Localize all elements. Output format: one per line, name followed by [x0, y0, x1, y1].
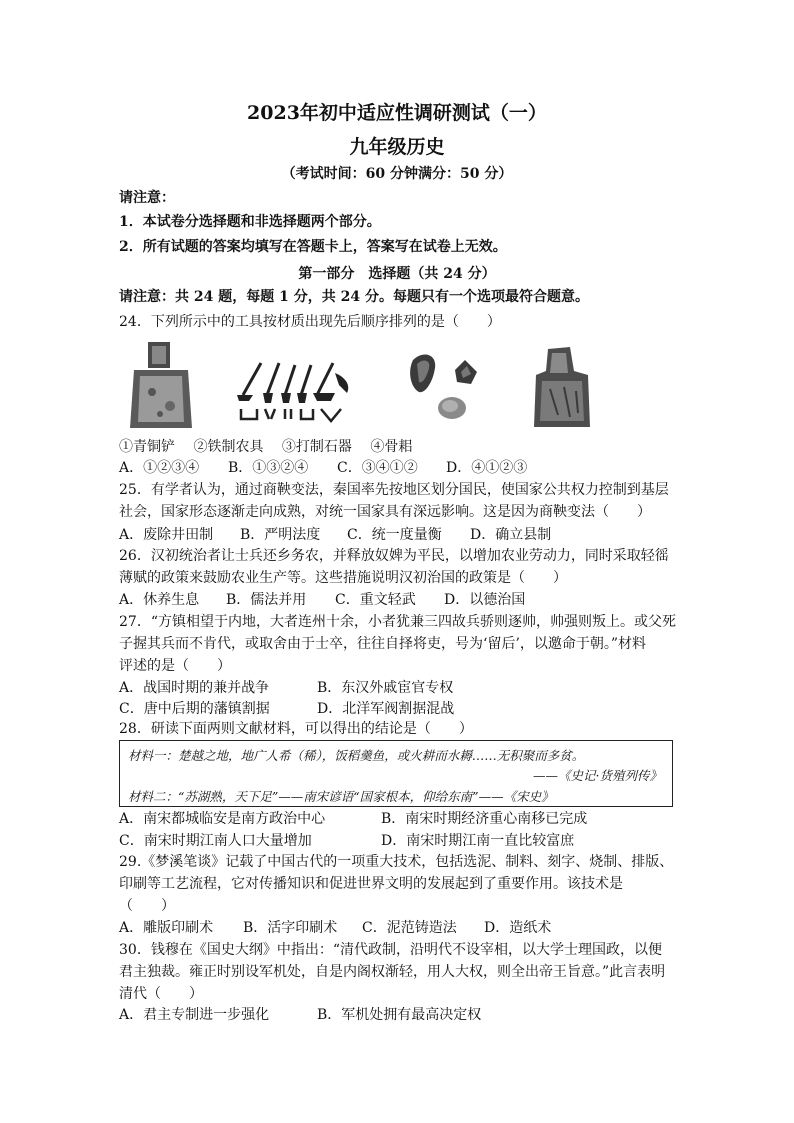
- iron-tools-image: [235, 355, 355, 425]
- q24-option-a[interactable]: A．①②③④: [119, 460, 200, 476]
- q30-line-2: 君主独裁。雍正时别设军机处，自是内阁权渐轻，用人大权，则全出帝王旨意。”此言表明: [119, 964, 666, 980]
- q27-option-c[interactable]: C．唐中后期的藩镇割据: [119, 701, 270, 717]
- q29-line-1: 29.《梦溪笔谈》记载了中国古代的一项重大技术，包括选泥、制料、刻字、烧制、排版、: [119, 854, 674, 870]
- q28-option-c[interactable]: C．南宋时期江南人口大量增加: [119, 833, 312, 849]
- q30-line-3: 清代（ ）: [119, 986, 203, 1002]
- exam-info: （考试时间：60 分钟满分：50 分）: [281, 166, 513, 182]
- q29-option-a[interactable]: A．雕版印刷术: [119, 920, 214, 936]
- q28-material-2: 材料二：“苏湖熟，天下足”——南宋谚语“国家根本，仰给东南”——《宋史》: [128, 789, 554, 804]
- bronze-spade-image: [130, 340, 200, 432]
- q25-line-2: 社会，国家形态逐渐走向成熟，对统一国家具有深远影响。这是因为商鞅变法（ ）: [119, 504, 651, 520]
- q25-option-b[interactable]: B．严明法度: [240, 527, 321, 543]
- notice-heading: 请注意：: [119, 190, 175, 206]
- q25-line-1: 25．有学者认为，通过商鞅变法，秦国率先按地区划分国民，使国家公共权力控制到基层: [119, 482, 669, 498]
- q27-line-2: 子握其兵而不肯代，或取舍由于士卒，往往自择将吏，号为‘留后’，以邀命于朝。”材料: [119, 636, 647, 652]
- q30-option-a[interactable]: A．君主专制进一步强化: [119, 1007, 270, 1023]
- q27-option-a[interactable]: A．战国时期的兼并战争: [119, 680, 270, 696]
- q29-line-3: （ ）: [119, 898, 175, 914]
- exam-title: 2023年初中适应性调研测试（一）: [247, 102, 547, 124]
- q27-option-d[interactable]: D．北洋军阀割据混战: [317, 701, 455, 717]
- q26-line-2: 薄赋的政策来鼓励农业生产等。这些措施说明汉初治国的政策是（ ）: [119, 570, 567, 586]
- q28-option-b[interactable]: B．南宋时期经济重心南移已完成: [381, 811, 588, 827]
- q30-line-1: 30．钱穆在《国史大纲》中指出：“清代政制，沿明代不设宰相，以大学士理国政，以便: [119, 942, 662, 958]
- q26-line-1: 26．汉初统治者让士兵还乡务农，并释放奴婢为平民，以增加农业劳动力，同时采取轻徭: [119, 548, 669, 564]
- q25-option-c[interactable]: C．统一度量衡: [347, 527, 442, 543]
- q28-option-a[interactable]: A．南宋都城临安是南方政治中心: [119, 811, 326, 827]
- stone-tools-image: [405, 350, 490, 422]
- q26-option-c[interactable]: C．重文轻武: [335, 592, 416, 608]
- q28-material-1: 材料一：楚越之地，地广人希（稀），饭稻羹鱼，或火耕而水耨……无积聚而多贫。: [128, 748, 585, 763]
- bone-spade-image: [530, 345, 594, 430]
- q24-captions: ①青铜铲 ②铁制农具 ③打制石器 ④骨耜: [119, 439, 413, 455]
- q25-option-d[interactable]: D．确立县制: [470, 527, 552, 543]
- q28-material-1-source: ——《史记·货殖列传》: [533, 768, 662, 783]
- notice-item-2: 2．所有试题的答案均填写在答题卡上，答案写在试卷上无效。: [119, 239, 507, 255]
- q28-option-d[interactable]: D．南宋时期江南一直比较富庶: [381, 833, 575, 849]
- q27-line-1: 27．“方镇相望于内地，大者连州十余，小者犹兼三四故兵骄则逐帅，帅强则叛上。或父死: [119, 614, 676, 630]
- q24-option-c[interactable]: C．③④①②: [337, 460, 418, 476]
- exam-subject: 九年级历史: [349, 136, 445, 158]
- q24-option-b[interactable]: B．①③②④: [228, 460, 309, 476]
- q25-option-a[interactable]: A．废除井田制: [119, 527, 214, 543]
- part1-title: 第一部分 选择题（共 24 分）: [298, 266, 496, 282]
- q28-stem: 28．研读下面两则文献材料，可以得出的结论是（ ）: [119, 721, 473, 737]
- q27-line-3: 评述的是（ ）: [119, 658, 231, 674]
- q30-option-b[interactable]: B．军机处拥有最高决定权: [317, 1007, 482, 1023]
- q26-option-b[interactable]: B．儒法并用: [226, 592, 307, 608]
- q26-option-a[interactable]: A．休养生息: [119, 592, 200, 608]
- notice-item-1: 1．本试卷分选择题和非选择题两个部分。: [119, 214, 381, 230]
- q27-option-b[interactable]: B．东汉外戚宦官专权: [317, 680, 454, 696]
- q29-option-b[interactable]: B．活字印刷术: [243, 920, 338, 936]
- q29-option-c[interactable]: C．泥范铸造法: [362, 920, 457, 936]
- q28-material-box: [119, 740, 673, 807]
- q29-line-2: 印刷等工艺流程，它对传播知识和促进世界文明的发展起到了重要作用。该技术是: [119, 876, 623, 892]
- q24-option-d[interactable]: D．④①②③: [446, 460, 528, 476]
- q24-stem: 24．下列所示中的工具按材质出现先后顺序排列的是（ ）: [119, 314, 501, 330]
- q29-option-d[interactable]: D．造纸术: [484, 920, 552, 936]
- q26-option-d[interactable]: D．以德治国: [444, 592, 526, 608]
- part1-instruction: 请注意：共 24 题，每题 1 分，共 24 分。每题只有一个选项最符合题意。: [119, 289, 589, 305]
